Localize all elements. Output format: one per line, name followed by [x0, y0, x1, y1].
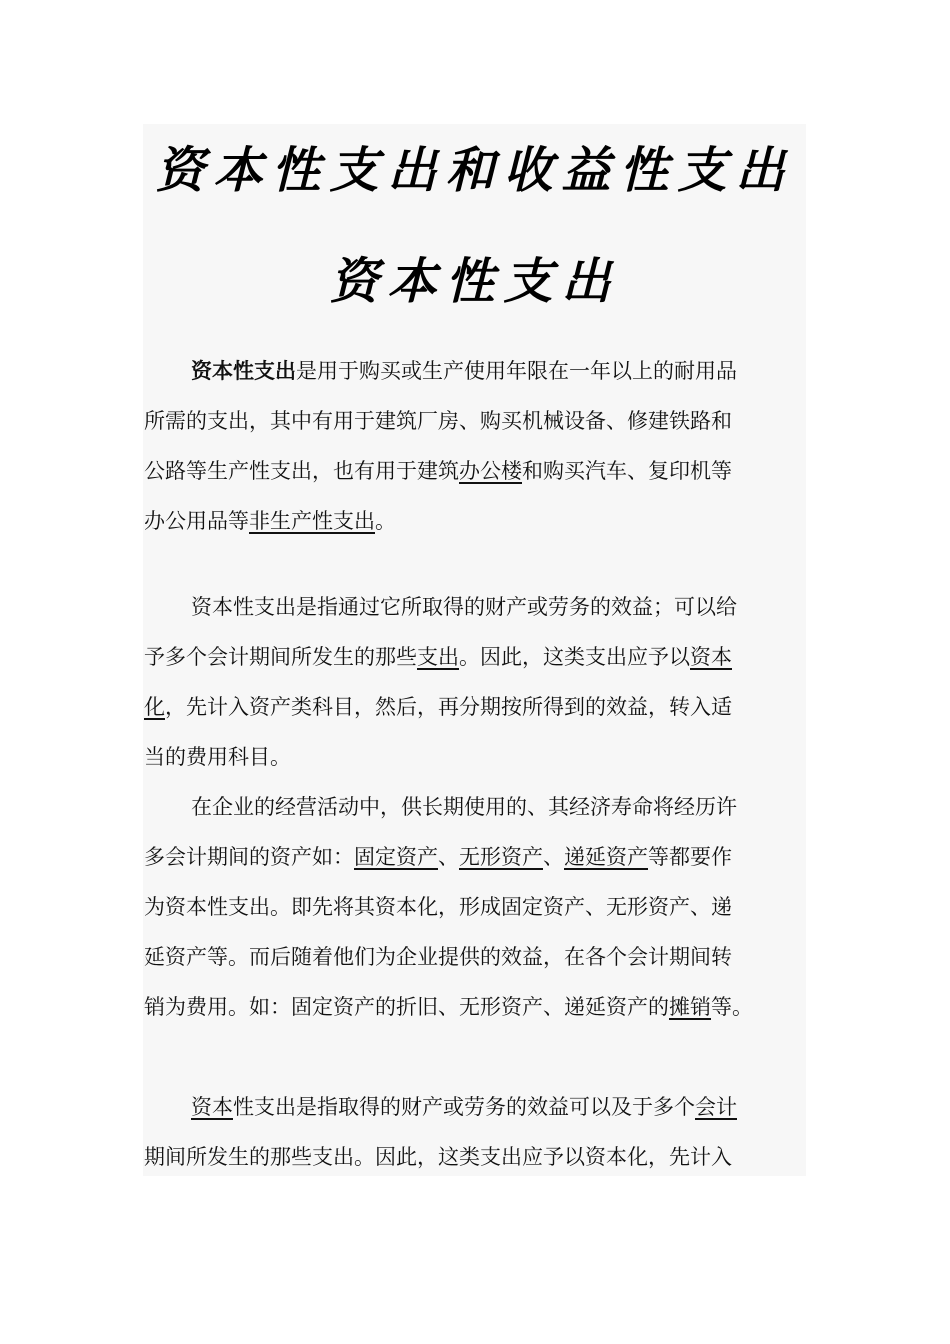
paragraph-2-line-1: 资本性支出是指通过它所取得的财产或劳务的效益；可以给 — [191, 595, 737, 619]
link-capitalization[interactable]: 资本 — [690, 645, 732, 669]
paragraph-1-line-4 — [144, 507, 396, 535]
paragraph-2-line-3 — [144, 693, 732, 721]
text: 。 — [375, 509, 396, 533]
text: 是用于购买或生产使用年限在一年以上的耐用品 — [296, 359, 737, 383]
link-intangible-assets[interactable]: 无形资产 — [459, 845, 543, 869]
link-non-productive-expenditure[interactable]: 非生产性支出 — [249, 509, 375, 533]
paragraph-1-line-1 — [191, 357, 737, 385]
paragraph-2-line-4: 当的费用科目。 — [144, 745, 291, 769]
paragraph-3-line-2 — [144, 843, 732, 871]
section-heading: 资本性支出 — [329, 252, 620, 310]
paragraph-3-line-5 — [144, 993, 753, 1021]
link-office-building[interactable]: 办公楼 — [459, 459, 522, 483]
link-capital[interactable]: 资本 — [191, 1095, 233, 1119]
paragraph-3-line-3: 为资本性支出。即先将其资本化，形成固定资产、无形资产、递 — [144, 895, 732, 919]
paragraph-4-line-2: 期间所发生的那些支出。因此，这类支出应予以资本化，先计入 — [144, 1145, 732, 1169]
link-accounting[interactable]: 会计 — [695, 1095, 737, 1119]
document-title: 资本性支出和收益性支出 — [155, 141, 794, 199]
paragraph-1-line-3 — [144, 457, 732, 485]
link-fixed-assets[interactable]: 固定资产 — [354, 845, 438, 869]
text: 。因此，这类支出应予以 — [459, 645, 690, 669]
paragraph-2-line-2 — [144, 643, 732, 671]
text: 和购买汽车、复印机等 — [522, 459, 732, 483]
text: 性支出是指取得的财产或劳务的效益可以及于多个 — [233, 1095, 695, 1119]
paragraph-1-line-2: 所需的支出，其中有用于建筑厂房、购买机械设备、修建铁路和 — [144, 409, 732, 433]
paragraph-3-line-4: 延资产等。而后随着他们为企业提供的效益，在各个会计期间转 — [144, 945, 732, 969]
text: 公路等生产性支出，也有用于建筑 — [144, 459, 459, 483]
text: 等都要作 — [648, 845, 732, 869]
text: 等。 — [711, 995, 753, 1019]
link-amortization[interactable]: 摊销 — [669, 995, 711, 1019]
text: 、 — [438, 845, 459, 869]
bold-term: 资本性支出 — [191, 358, 296, 383]
link-capitalization-cont[interactable]: 化 — [144, 695, 165, 719]
link-deferred-assets[interactable]: 递延资产 — [564, 845, 648, 869]
text: 销为费用。如：固定资产的折旧、无形资产、递延资产的 — [144, 995, 669, 1019]
text: 多会计期间的资产如： — [144, 845, 354, 869]
link-expenditure[interactable]: 支出 — [417, 645, 459, 669]
text: 、 — [543, 845, 564, 869]
text: 予多个会计期间所发生的那些 — [144, 645, 417, 669]
paragraph-4-line-1 — [191, 1093, 737, 1121]
paragraph-3-line-1: 在企业的经营活动中，供长期使用的、其经济寿命将经历许 — [191, 795, 737, 819]
text: 办公用品等 — [144, 509, 249, 533]
text: ，先计入资产类科目，然后，再分期按所得到的效益，转入适 — [165, 695, 732, 719]
